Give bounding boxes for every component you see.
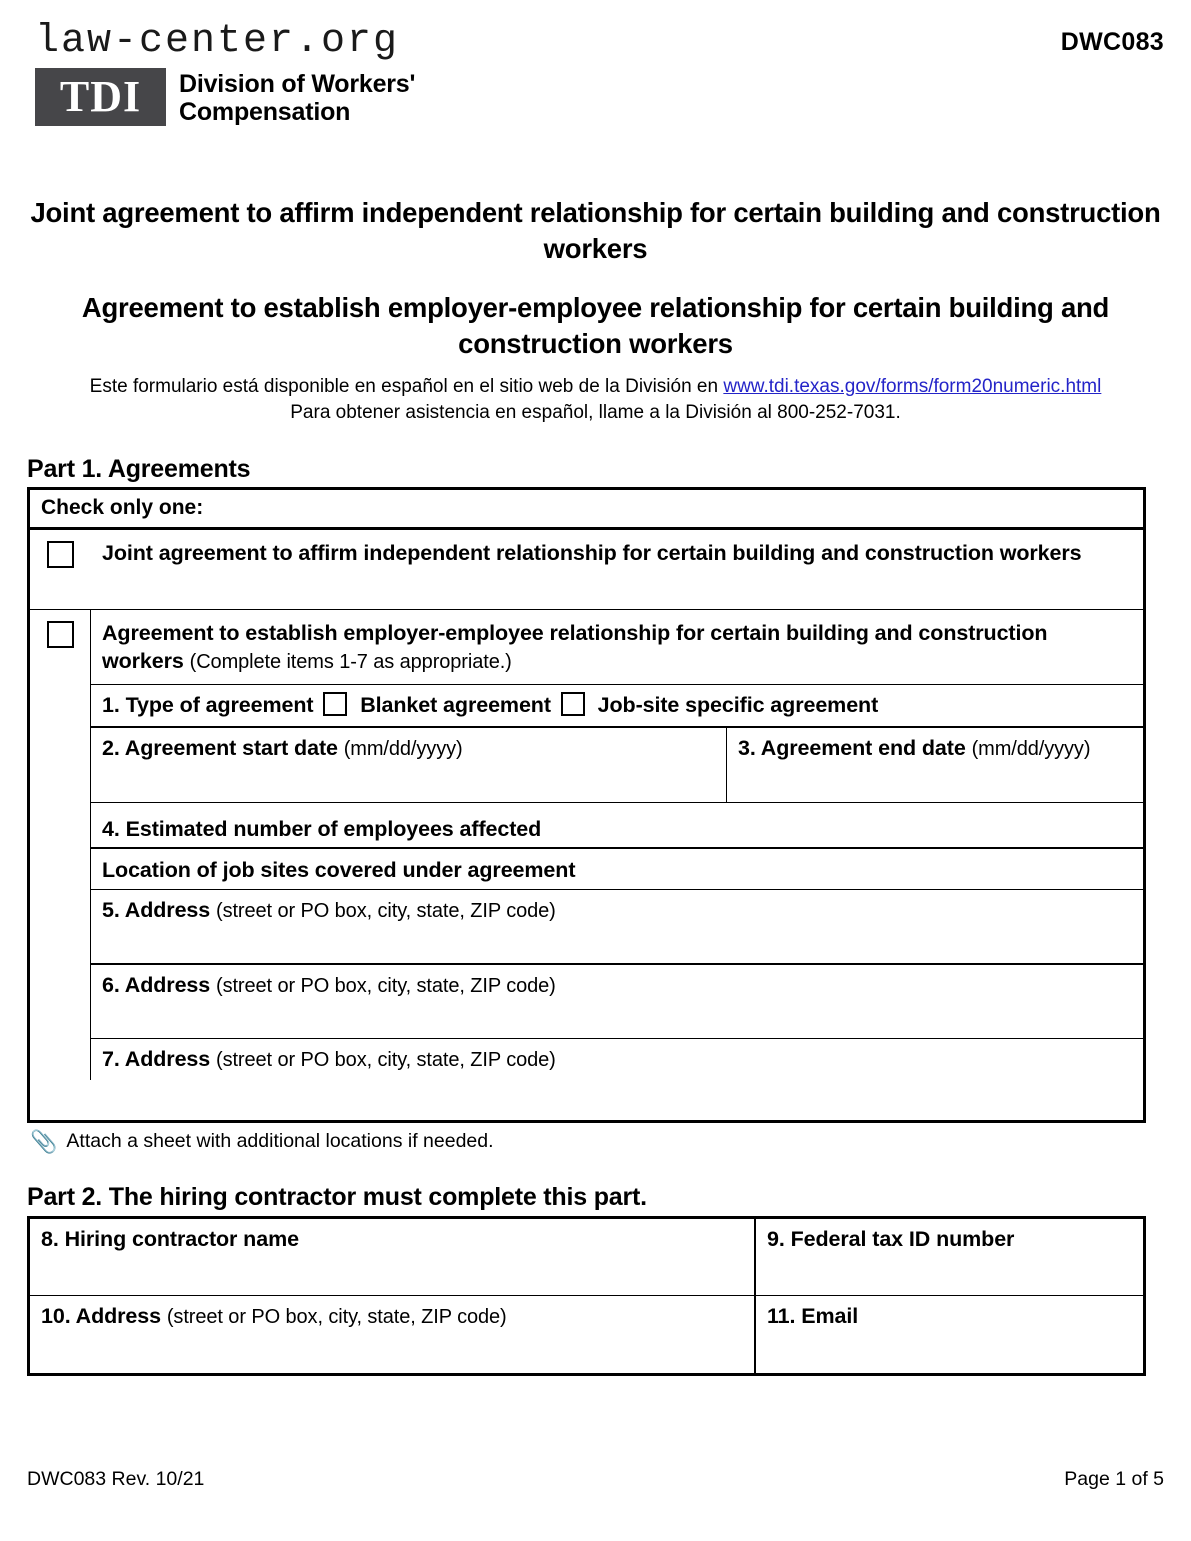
spanish-note-line2: Para obtener asistencia en español, llame a la División al 800-252-7031.	[290, 402, 901, 424]
item2-label: 2. Agreement start date	[102, 736, 338, 761]
item1-choice-blanket-label: Blanket agreement	[360, 693, 551, 718]
option-row-joint-agreement[interactable]	[30, 530, 1143, 609]
item5-label: 5. Address	[102, 898, 211, 923]
item7-label: 7. Address	[102, 1047, 211, 1072]
item6-label: 6. Address	[102, 973, 211, 998]
item10-hint: (street or PO box, city, state, ZIP code)	[166, 1306, 507, 1328]
item2-agreement-start-date-cell[interactable]	[91, 728, 727, 802]
item6-hint: (street or PO box, city, state, ZIP code)	[216, 975, 556, 998]
item2-hint: (mm/dd/yyyy)	[343, 738, 463, 761]
item10-address-cell[interactable]	[30, 1296, 756, 1373]
option1-checkbox-cell	[30, 530, 91, 609]
option2-label-bold: Agreement to establish employer-employee relationship for certain building and construction workers	[102, 621, 1048, 673]
part1-table	[27, 487, 1146, 1123]
item7-hint: (street or PO box, city, state, ZIP code)	[216, 1049, 556, 1072]
checkbox-joint-agreement[interactable]	[47, 541, 74, 568]
item8-item9-row	[30, 1219, 1143, 1295]
item3-hint: (mm/dd/yyyy)	[971, 738, 1091, 761]
checkbox-job-site-specific-agreement[interactable]	[561, 692, 585, 716]
spanish-availability-note	[27, 374, 1164, 426]
location-of-job-sites-header: Location of job sites covered under agreement	[91, 847, 1143, 889]
page-title-primary: Joint agreement to affirm independent relationship for certain building and construction workers	[30, 197, 1161, 265]
tdi-logo-label: TDI	[59, 72, 142, 121]
item2-item3-row	[91, 726, 1143, 802]
option2-checkbox-cell	[30, 610, 91, 1080]
tdi-logo-icon	[35, 68, 166, 126]
page-title-secondary: Agreement to establish employer-employee relationship for certain building and construction workers	[81, 291, 1110, 359]
item8-hiring-contractor-name-cell[interactable]	[30, 1219, 756, 1295]
page-footer	[27, 1468, 1164, 1491]
item11-label: 11. Email	[767, 1304, 859, 1328]
item1-choice-jobsite-label: Job-site specific agreement	[597, 693, 879, 718]
footer-page-number: Page 1 of 5	[1064, 1468, 1164, 1490]
item10-item11-row	[30, 1295, 1143, 1373]
spanish-note-line1	[27, 374, 1164, 400]
attach-sheet-note-text: Attach a sheet with additional locations if needed.	[66, 1130, 494, 1152]
spanish-form-link[interactable]: www.tdi.texas.gov/forms/form20numeric.html	[723, 376, 1102, 398]
brand-wordmark: law-center.org	[35, 19, 400, 64]
document-titles	[27, 195, 1164, 427]
page-header	[27, 19, 1164, 162]
item8-label: 8. Hiring contractor name	[41, 1227, 299, 1251]
item10-label: 10. Address	[41, 1304, 161, 1328]
agency-name	[179, 68, 415, 126]
item9-label: 9. Federal tax ID number	[767, 1227, 1015, 1251]
option1-label: Joint agreement to affirm independent relationship for certain building and construction workers	[102, 541, 1082, 565]
checkbox-employer-employee-agreement[interactable]	[47, 621, 74, 648]
item1-type-of-agreement-row	[91, 684, 1143, 726]
spanish-note-text: Este formulario está disponible en español en el sitio web de la División en	[89, 376, 724, 398]
paperclip-icon: 📎	[30, 1128, 58, 1154]
item6-address-cell[interactable]	[91, 963, 1143, 1038]
agency-name-line1: Division of Workers'	[179, 70, 416, 98]
option2-label	[91, 610, 1143, 684]
footer-revision: DWC083 Rev. 10/21	[27, 1468, 205, 1490]
part1-heading: Part 1. Agreements	[27, 455, 251, 483]
agency-name-line2: Compensation	[179, 98, 351, 126]
checkbox-blanket-agreement[interactable]	[323, 692, 347, 716]
item3-agreement-end-date-cell[interactable]	[727, 728, 1143, 802]
item5-hint: (street or PO box, city, state, ZIP code)	[216, 900, 556, 923]
item1-label: 1. Type of agreement	[102, 693, 314, 718]
item9-federal-tax-id-cell[interactable]	[756, 1219, 1143, 1295]
option-row-employer-employee	[30, 609, 1143, 1080]
check-only-one-header: Check only one:	[30, 490, 1143, 530]
attach-sheet-note	[30, 1130, 494, 1153]
item3-label: 3. Agreement end date	[738, 736, 966, 761]
part2-heading: Part 2. The hiring contractor must complete this part.	[27, 1183, 647, 1211]
form-number: DWC083	[1060, 28, 1164, 56]
item7-address-cell[interactable]	[91, 1038, 1143, 1080]
agency-logo-row	[35, 68, 1164, 126]
option2-content	[91, 610, 1143, 1080]
item4-label: 4. Estimated number of employees affected	[102, 817, 542, 842]
item4-estimated-employees-cell[interactable]	[91, 802, 1143, 847]
part2-table	[27, 1216, 1146, 1376]
option2-label-note: (Complete items 1-7 as appropriate.)	[189, 650, 512, 673]
item5-address-cell[interactable]	[91, 889, 1143, 963]
item11-email-cell[interactable]	[756, 1296, 1143, 1373]
